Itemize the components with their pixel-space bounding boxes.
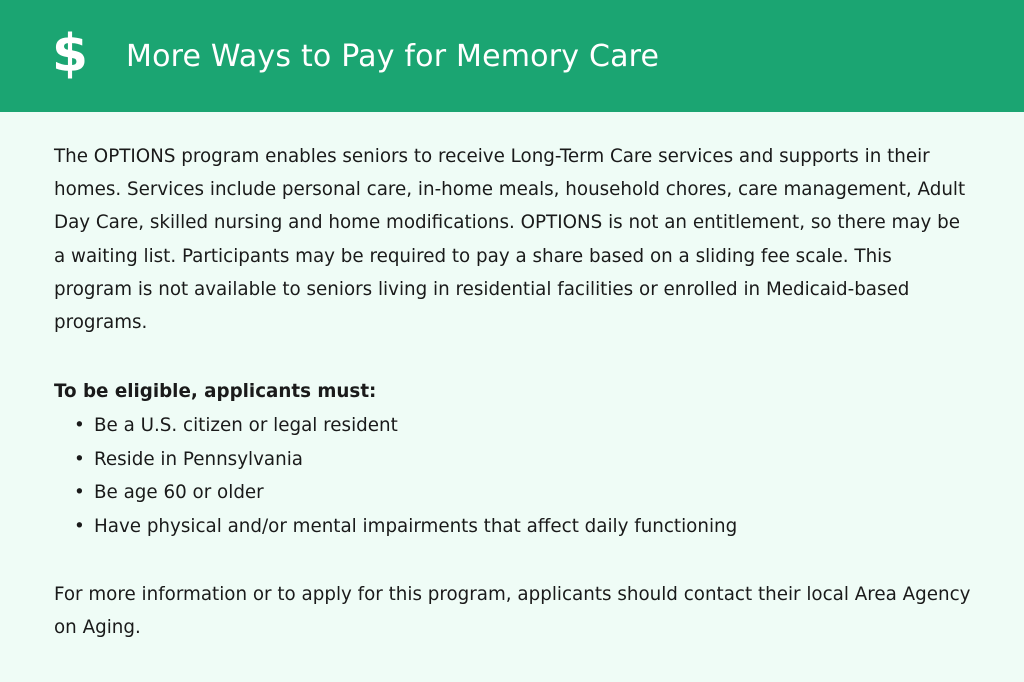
intro-paragraph: The OPTIONS program enables seniors to receive Long-Term Care services and supports in their homes. Services include personal care, in-home meals, household chores, care management, Adult Day Care, skilled nursing and home modifications. OPTIONS is not an entitlement, so there may be a waiting list. Participants may be required to pay a share based on a sliding fee scale. This program is not available to seniors living in residential facilities or enrolled in Medicaid-based programs. [54, 146, 966, 334]
bullet-icon: • [74, 516, 85, 537]
list-item-text: Be a U.S. citizen or legal resident [94, 415, 398, 437]
list-item [74, 510, 974, 544]
list-item [74, 443, 974, 477]
list-item-text: Reside in Pennsylvania [94, 448, 303, 470]
bullet-icon: • [74, 448, 85, 470]
page-title: More Ways to Pay for Memory Care [126, 38, 660, 74]
dollar-icon: $ [51, 24, 89, 84]
footer-paragraph: For more information or to apply for this program, applicants should contact their local Area Agency on Aging. [54, 583, 971, 638]
bullet-icon: • [74, 482, 85, 504]
bullet-icon: • [74, 415, 85, 437]
eligibility-heading: To be eligible, applicants must: [54, 381, 377, 403]
eligibility-list [54, 409, 974, 543]
list-item-text: Have physical and/or mental impairments that affect daily functioning [94, 516, 738, 537]
list-item [74, 476, 974, 510]
list-item [74, 409, 974, 443]
header-banner [0, 0, 1024, 112]
main-content [0, 112, 1024, 644]
list-item-text: Be age 60 or older [94, 482, 264, 504]
